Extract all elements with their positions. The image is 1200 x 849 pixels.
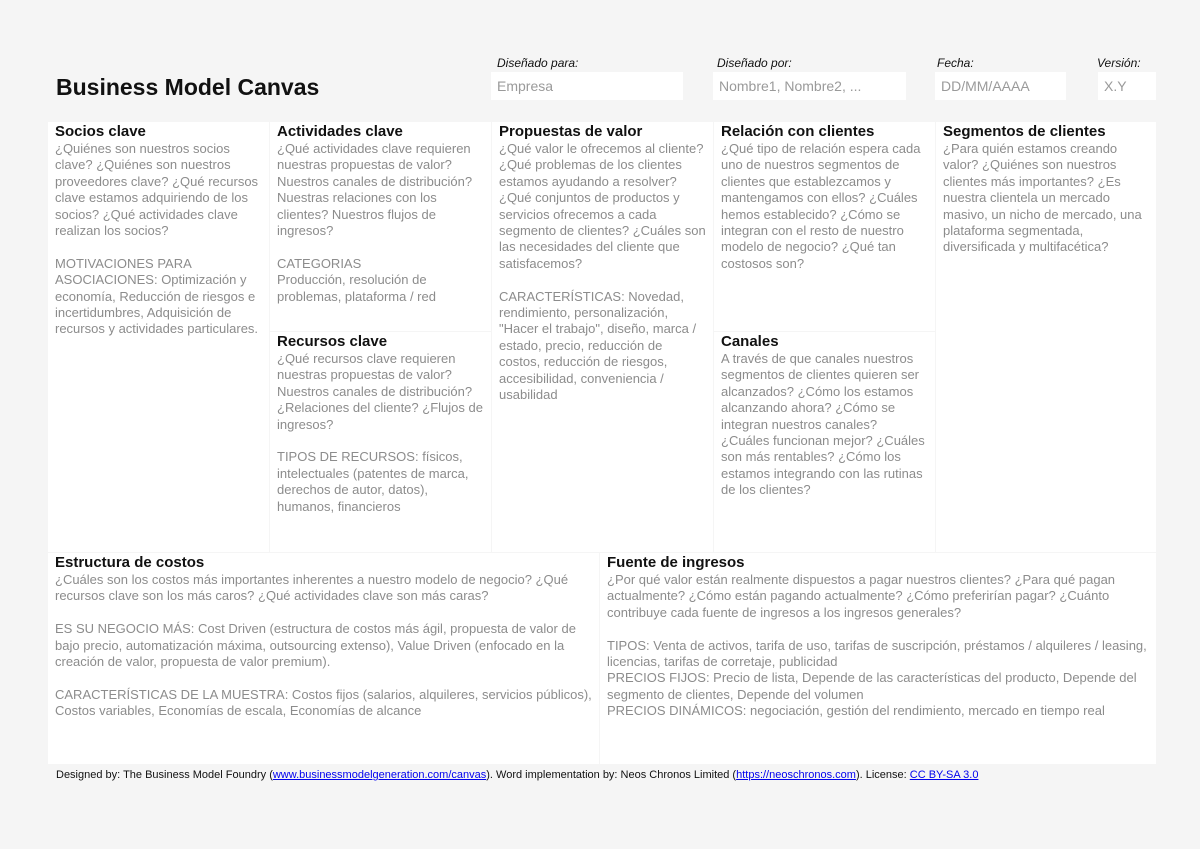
neoschronos-link[interactable]: https://neoschronos.com (736, 769, 856, 781)
block-text: TIPOS DE RECURSOS: físicos, intelectuales (patentes de marca, derechos de autor, datos), humanos, financieros (277, 449, 469, 514)
block-text: ¿Qué valor le ofrecemos al cliente? ¿Qué problemas de los clientes estamos ayudando a resolver? ¿Qué conjuntos de productos y servicios ofrecemos a cada segmento de clientes? ¿Cuáles son las necesidades del cliente que satisfacemos? (499, 141, 706, 271)
block-text: ¿Para quién estamos creando valor? ¿Quiénes son nuestros clientes más importantes? ¿Es nuestra clientela un mercado masivo, un nicho de mercado, una plataforma segmentada, diversificada y multifacética? (943, 141, 1142, 255)
block-text: CARACTERÍSTICAS DE LA MUESTRA: Costos fijos (salarios, alquileres, servicios públicos), Costos variables, Economías de escala, Economías de alcance (55, 686, 592, 719)
version-field[interactable]: X.Y (1098, 72, 1156, 100)
footer-text: ). Word implementation by: Neos Chronos Limited ( (486, 769, 737, 781)
block-text: ¿Qué actividades clave requieren nuestras propuestas de valor? Nuestros canales de distribución? Nuestras relaciones con los clientes? Nuestros flujos de ingresos? (277, 141, 473, 239)
key-activities-block[interactable] (270, 122, 491, 331)
block-text: MOTIVACIONES PARA ASOCIACIONES: Optimización y economía, Reducción de riesgos e incertidumbres, Adquisición de recursos y actividades particulares. (55, 255, 259, 337)
cost-structure-block[interactable] (48, 553, 599, 764)
block-text: ¿Qué tipo de relación espera cada uno de nuestros segmentos de clientes que establezcamos y mantengamos con ellos? ¿Cuáles hemos establecido? ¿Cómo se integran con el resto de nuestro modelo de negocio? ¿Qué tan costosos son? (721, 141, 921, 271)
block-text: CATEGORIAS Producción, resolución de problemas, plataforma / red (277, 255, 436, 304)
block-text: CARACTERÍSTICAS: Novedad, rendimiento, personalización, "Hacer el trabajo", diseño, marca / estado, precio, reducción de costos, reducción de riesgos, accesibilidad, conveniencia / usabilidad (499, 288, 697, 403)
designed-for-label: Diseñado para: (497, 56, 579, 70)
footer-credits (56, 769, 978, 781)
designed-by-label: Diseñado por: (717, 56, 792, 70)
block-title: Socios clave (55, 123, 146, 140)
block-title: Estructura de costos (55, 554, 205, 571)
block-title: Propuestas de valor (499, 123, 643, 140)
block-text: ES SU NEGOCIO MÁS: Cost Driven (estructura de costos más ágil, propuesta de valor de bajo precio, automatización máxima, outsourcing extenso), Value Driven (enfocado en la creación de valor, propuesta de valor premium). (55, 621, 576, 670)
date-field[interactable]: DD/MM/AAAA (935, 72, 1066, 100)
key-partners-block[interactable] (48, 122, 269, 552)
designed-for-field[interactable]: Empresa (491, 72, 683, 100)
block-title: Recursos clave (277, 333, 388, 350)
block-text: ¿Cuáles son los costos más importantes inherentes a nuestro modelo de negocio? ¿Qué recursos clave son los más caros? ¿Qué actividades clave son más caras? (55, 572, 569, 604)
license-link[interactable]: CC BY-SA 3.0 (909, 769, 979, 781)
block-title: Fuente de ingresos (607, 554, 745, 571)
footer-text: ). License: (855, 769, 910, 781)
designed-by-field[interactable]: Nombre1, Nombre2, ... (713, 72, 906, 100)
businessmodelgeneration-link[interactable]: www.businessmodelgeneration.com/canvas (272, 769, 487, 781)
value-propositions-block[interactable] (492, 122, 713, 552)
version-label: Versión: (1097, 56, 1141, 70)
block-text: ¿Quiénes son nuestros socios clave? ¿Quiénes son nuestros proveedores clave? ¿Qué recursos clave estamos adquiriendo de los socios? ¿Qué actividades clave realizan los socios? (55, 141, 259, 239)
channels-block[interactable] (714, 332, 935, 552)
block-title: Relación con clientes (721, 123, 875, 140)
block-title: Actividades clave (277, 123, 403, 140)
block-title: Canales (721, 333, 779, 350)
revenue-streams-block[interactable] (600, 553, 1156, 764)
block-text: ¿Por qué valor están realmente dispuestos a pagar nuestros clientes? ¿Para qué pagan actualmente? ¿Cómo están pagando actualmente? ¿Cómo preferirían pagar? ¿Cuánto contribuye cada fuente de ingresos a los ingresos generales? (607, 572, 1116, 620)
date-label: Fecha: (937, 56, 974, 70)
customer-segments-block[interactable] (936, 122, 1156, 552)
key-resources-block[interactable] (270, 332, 491, 552)
customer-relationships-block[interactable] (714, 122, 935, 331)
block-title: Segmentos de clientes (943, 123, 1106, 140)
footer-text: Designed by: The Business Model Foundry ( (56, 769, 273, 781)
canvas-page (48, 44, 1156, 794)
block-text: TIPOS: Venta de activos, tarifa de uso, tarifas de suscripción, préstamos / alquileres / leasing, licencias, tarifas de corretaje, publicidad PRECIOS FIJOS: Precio de lista, Depende de las características del producto, Depende del segmento de clientes, Depende del volumen PRECIOS DINÁMICOS: negociación, gestión del rendimiento, mercado en tiempo real (607, 637, 1147, 719)
block-text: ¿Qué recursos clave requieren nuestras propuestas de valor? Nuestros canales de distribución? ¿Relaciones del cliente? ¿Flujos de ingresos? (277, 351, 483, 432)
block-text: A través de que canales nuestros segmentos de clientes quieren ser alcanzados? ¿Cómo los estamos alcanzando ahora? ¿Cómo se integran nuestros canales? ¿Cuáles funcionan mejor? ¿Cuáles son más rentables? ¿Cómo los estamos integrando con las rutinas de los clientes? (721, 351, 925, 498)
canvas-header (48, 44, 1156, 122)
page-title: Business Model Canvas (56, 74, 320, 100)
